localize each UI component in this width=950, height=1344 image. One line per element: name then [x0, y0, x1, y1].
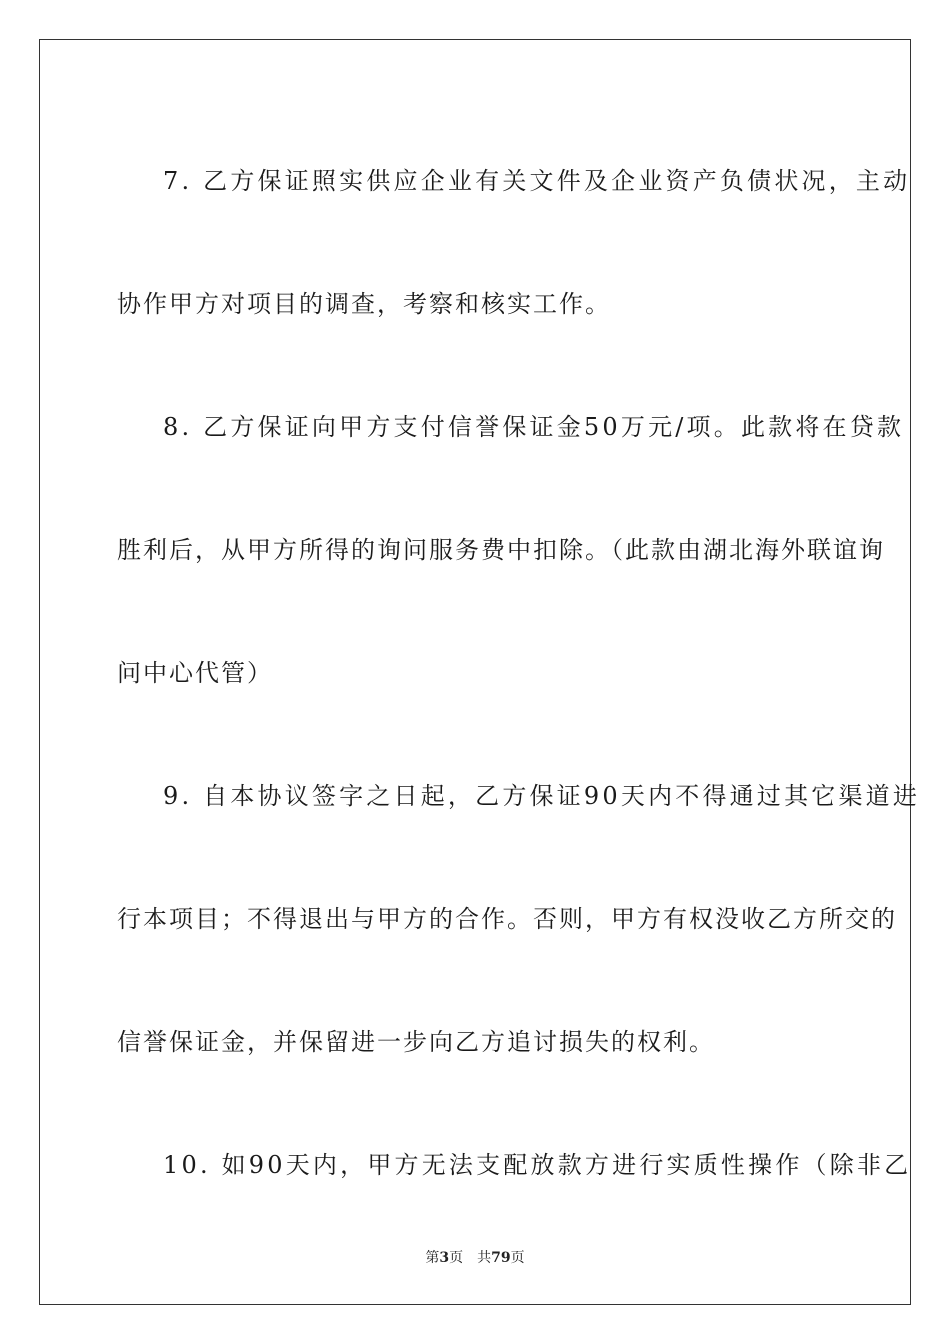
clause-line: 协作甲方对项目的调查，考察和核实工作。 — [117, 290, 611, 318]
page-number: 3 — [439, 1250, 450, 1266]
clause-line: 7. 乙方保证照实供应企业有关文件及企业资产负债状况，主动 — [163, 167, 911, 195]
page-suffix: 页 — [449, 1250, 464, 1266]
clause-line: 胜利后，从甲方所得的询问服务费中扣除。（此款由湖北海外联谊询 — [117, 536, 885, 564]
clause-line: 信誉保证金，并保留进一步向乙方追讨损失的权利。 — [117, 1028, 715, 1056]
clause-line: 9. 自本协议签字之日起，乙方保证90天内不得通过其它渠道进 — [163, 782, 921, 810]
clause-line: 行本项目；不得退出与甲方的合作。否则，甲方有权没收乙方所交的 — [117, 905, 897, 933]
total-pages: 79 — [491, 1250, 511, 1266]
page-prefix: 第 — [425, 1250, 440, 1266]
clause-10 — [117, 1104, 912, 1227]
total-suffix: 页 — [510, 1250, 525, 1266]
clause-7 — [117, 120, 911, 366]
clause-line: 8. 乙方保证向甲方支付信誉保证金50万元/项。此款将在贷款 — [163, 413, 905, 441]
total-prefix: 共 — [477, 1250, 492, 1266]
clause-line: 问中心代管） — [117, 659, 273, 687]
clause-line: 10. 如90天内，甲方无法支配放款方进行实质性操作（除非乙 — [163, 1151, 912, 1179]
clause-9 — [117, 735, 921, 1104]
page-footer — [0, 1247, 950, 1267]
clause-8 — [117, 366, 905, 735]
document-body — [117, 120, 921, 1227]
